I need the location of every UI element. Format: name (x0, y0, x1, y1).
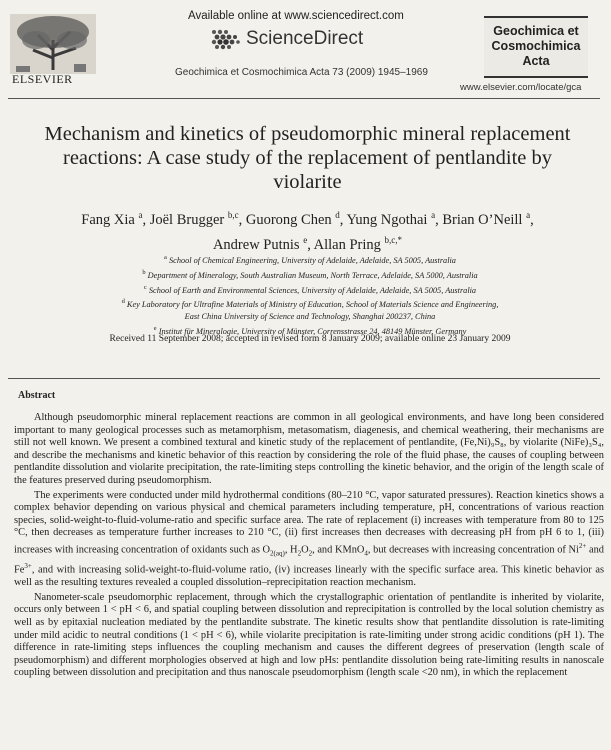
author-name: Brian O’Neill (442, 211, 523, 228)
abstract-body (14, 412, 604, 682)
affiliation-text: Department of Mineralogy, South Australian Museum, North Terrace, Adelaide, SA 5000, Australia (147, 270, 478, 280)
author-affiliation-mark: b,c,* (384, 234, 403, 245)
header-divider (8, 98, 600, 99)
received-dates: Received 11 September 2008; accepted in revised form 8 January 2009; available online 23 January 2009 (109, 334, 511, 344)
text-run: , and with increasing solid-weight-to-fluid-volume ratio, (iv) increases linearly with the specific surface area. This kinetic behavior as well as the resulting textures revealed a coupled dissolution–reprecipitation reaction mechanism. (14, 564, 604, 589)
affiliation-text: Key Laboratory for Ultrafine Materials of Ministry of Education, School of Materials Science and Engineering, (126, 300, 499, 310)
author-name: Guorong Chen (245, 211, 332, 228)
affiliation (30, 267, 590, 282)
abstract-paragraph: Although pseudomorphic mineral replacement reactions are common in all geological environments, and have long been considered important to many geological processes such as metamorphism, metasomatism, diagenesis, and chemical weathering, their mechanisms are still not well known. We present a combined textural and kinetic study of the replacement of pentlandite, (Fe,Ni)₉S₈, by violarite (NiFe)₃S₄, and describe the mechanisms and kinetic behavior of this reaction by considering the role of the fluid phase, the causes of coupling between pentlandite dissolution and violarite precipitation, the rate-limiting steps controlling the kinetic behavior, and the origin of the length scale of the features preserved during pseudomorphism. (14, 412, 604, 486)
page-header (0, 0, 611, 100)
journal-reference: Geochimica et Cosmochimica Acta 73 (2009) 1945–1969 (175, 67, 428, 78)
text-run: , H (284, 544, 298, 556)
journal-title-line: Cosmochimica (491, 39, 581, 53)
journal-title-line: Acta (522, 54, 550, 68)
affiliation-mark: a (164, 254, 167, 261)
subscript: 4 (364, 549, 368, 558)
text-run: , and KMnO (312, 544, 365, 556)
superscript: 2+ (578, 541, 587, 550)
author-affiliation-mark: e (303, 234, 308, 245)
author-affiliation-mark: a (526, 210, 531, 220)
subscript: 2 (297, 549, 302, 558)
affiliation-text: Institut für Mineralogie, University of Münster, Corrensstrasse 24, 48149 Münster, Germany (158, 326, 467, 336)
abstract-paragraph (14, 490, 604, 590)
affiliation-list (30, 252, 590, 338)
author-affiliation-mark: b,c (227, 210, 239, 220)
affiliation-mark: c (143, 283, 147, 291)
affiliation (30, 311, 590, 323)
affiliation-mark: e (153, 325, 157, 333)
author-list: Fang Xia $^a$, Joël Brugger $^{b,c}$, Guorong Chen $^d$, Yung Ngothai $^a$, Brian O’Neill $^a$, Andrew Putnis $^e$, Allan Pring $^{b,c,*}$ (81, 210, 534, 253)
author-affiliation-mark: d (335, 210, 340, 220)
author-name: Joël Brugger (149, 211, 225, 228)
subscript: 2(aq) (270, 549, 285, 558)
author-affiliation-mark: a (138, 210, 143, 220)
publisher-name: ELSEVIER (12, 72, 73, 86)
text-run: O (301, 544, 309, 556)
affiliation-mark: d (121, 298, 125, 306)
author-name: Allan Pring (313, 236, 381, 253)
journal-title-box (484, 16, 588, 78)
affiliation (30, 282, 590, 297)
sciencedirect-dots-icon (208, 28, 242, 52)
author-affiliation-mark: a (431, 210, 436, 220)
sciencedirect-wordmark: ScienceDirect (246, 28, 364, 49)
text-run: , but decreases with increasing concentration of Ni (367, 544, 579, 556)
subscript: 2 (308, 549, 313, 558)
journal-title-line: Geochimica et (493, 24, 579, 38)
journal-url-link[interactable]: www.elsevier.com/locate/gca (460, 82, 582, 93)
abstract-divider (8, 378, 600, 379)
superscript: 3+ (24, 562, 32, 571)
affiliation-text: East China University of Science and Technology, Shanghai 200237, China (184, 312, 436, 322)
article-title: Mechanism and kinetics of pseudomorphic mineral replacement reactions: A case study of the replacement of pentlandite by violarite (44, 123, 571, 193)
abstract-heading: Abstract (18, 390, 56, 401)
available-online-text: Available online at www.sciencedirect.com (188, 10, 404, 22)
text-run: and Fe (14, 544, 604, 576)
journal-title (484, 24, 588, 69)
affiliation (30, 296, 590, 311)
affiliation-mark: b (142, 268, 146, 276)
author-name: Yung Ngothai (346, 211, 428, 228)
author-name: Fang Xia (81, 211, 135, 228)
author-name: Andrew Putnis (212, 236, 300, 253)
affiliation-text: School of Earth and Environmental Sciences, University of Adelaide, Adelaide, SA 5005, Australia (148, 285, 477, 295)
affiliation (30, 252, 590, 267)
abstract-paragraph: Nanometer-scale pseudomorphic replacement, through which the crystallographic orientation of pentlandite is inherited by violarite, occurs only between 1 < pH < 6, and spatial coupling between dissolution and reprecipitation is controlled by the local solution chemistry as well as by epitaxial nucleation mediated by the pentlandite substrate. The kinetic results show that pentlandite dissolution is rate-limiting under mild acidic to neutral conditions (1 < pH < 6), while violarite precipitation is rate-limiting under strong acidic conditions (pH 1). The difference in rate-limiting steps influences the coupling mechanism and causes the different degrees of preservation (length scale of pseudomorphism) and different morphologies observed at high and low pHs: pentlandite dissolution being rate-limiting results in nanoscale coupling between dissolution and precipitation and thus nanoscale pseudomorphism (length scale <20 nm), in which the replacement (14, 591, 604, 679)
affiliation-text: School of Chemical Engineering, University of Adelaide, Adelaide, SA 5005, Australia (168, 255, 456, 265)
text-run: The experiments were conducted under mild hydrothermal conditions (80–210 °C, vapor saturated pressures). Reaction kinetics shows a complex behavior depending on various physical and chemical parameters including temperature, pH, concentrations of various reaction species, solid-weight-to-fluid-volume-ratio and specific surface area. The rate of replacement (i) increases with temperature from 80 to 125 °C, then decreases as temperature further increases to 210 °C, (ii) first increases then decreases with decreasing pH from pH 6 to 1, (iii) increases with increasing concentration of oxidants such as O (14, 489, 604, 556)
